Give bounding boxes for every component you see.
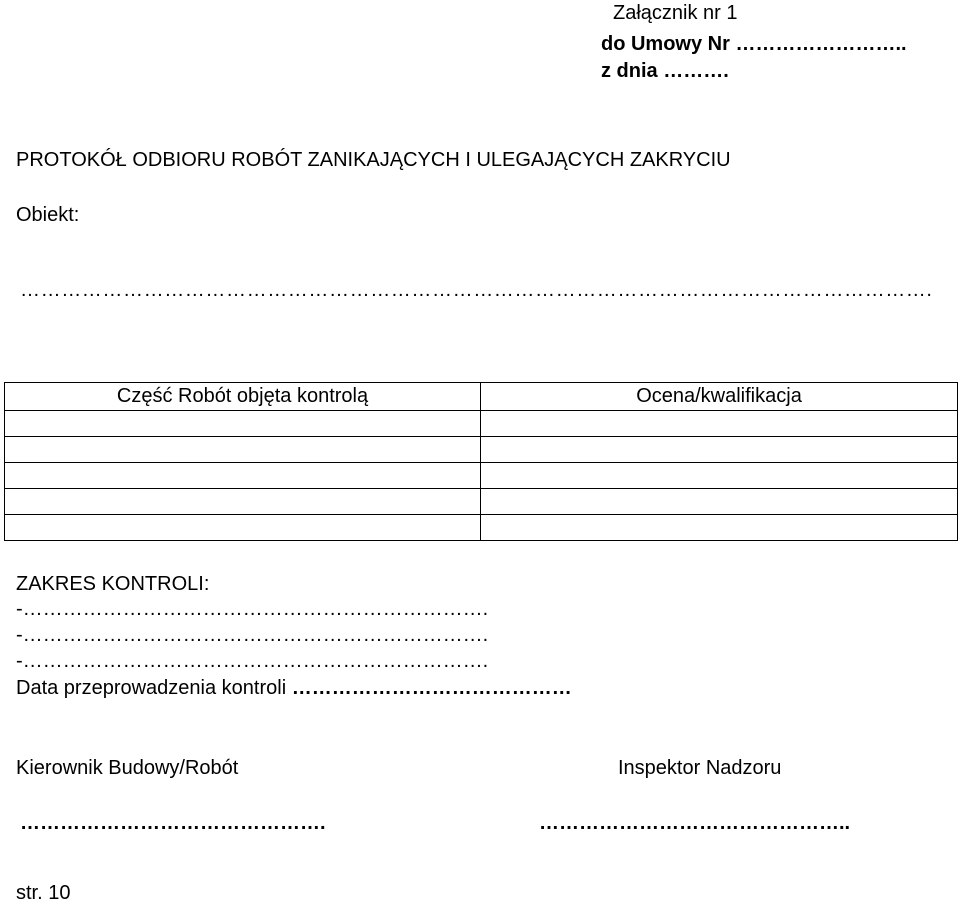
agreement-number: do Umowy Nr …………………….. — [601, 33, 907, 55]
agreement-date: z dnia ………. — [601, 60, 729, 82]
table-cell — [481, 515, 958, 541]
table-cell — [5, 437, 481, 463]
inspection-table — [4, 382, 958, 541]
document-title: PROTOKÓŁ ODBIORU ROBÓT ZANIKAJĄCYCH I ULEGAJĄCYCH ZAKRYCIU — [16, 149, 731, 171]
table-cell — [5, 489, 481, 515]
scope-label: ZAKRES KONTROLI: — [16, 573, 210, 595]
inspector-signature-label: Inspektor Nadzoru — [618, 757, 782, 779]
inspection-date-row — [16, 677, 572, 700]
table-cell — [5, 515, 481, 541]
table-row — [5, 515, 958, 541]
inspection-date-label: Data przeprowadzenia kontroli — [16, 677, 287, 699]
page-number: str. 10 — [16, 882, 71, 904]
table-cell — [5, 411, 481, 437]
table-cell — [481, 437, 958, 463]
table-row — [5, 411, 958, 437]
column-header-assessment: Ocena/kwalifikacja — [481, 383, 958, 411]
manager-signature-label: Kierownik Budowy/Robót — [16, 757, 239, 779]
manager-signature-line: ………………………………………. — [20, 812, 326, 834]
table-cell — [481, 463, 958, 489]
object-value-field: ……………………………………………………………………………………………………………………. — [20, 279, 933, 301]
table-row — [5, 489, 958, 515]
table-header-row — [5, 383, 958, 411]
table-cell — [481, 489, 958, 515]
attachment-label: Załącznik nr 1 — [613, 2, 738, 24]
scope-line: -……………………………………………………………. — [16, 624, 489, 646]
inspection-date-field: …………………………………… — [291, 677, 572, 699]
table-cell — [5, 463, 481, 489]
scope-line: -……………………………………………………………. — [16, 598, 489, 620]
inspector-signature-line: ……………………………………….. — [539, 812, 851, 834]
table-row — [5, 463, 958, 489]
table-cell — [481, 411, 958, 437]
scope-line: -……………………………………………………………. — [16, 650, 489, 672]
column-header-scope: Część Robót objęta kontrolą — [5, 383, 481, 411]
object-label: Obiekt: — [16, 204, 80, 226]
table-row — [5, 437, 958, 463]
